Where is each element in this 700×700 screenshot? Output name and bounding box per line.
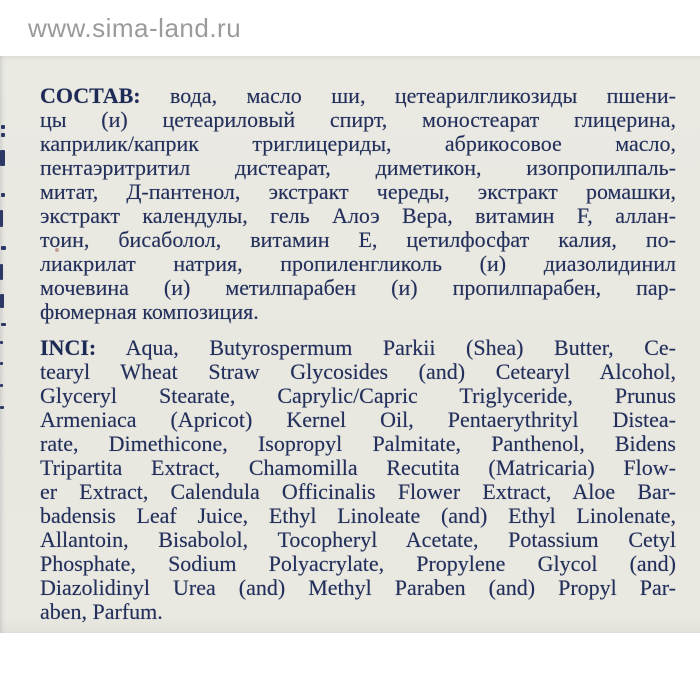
cut-off-print-fragment: [1, 125, 5, 129]
ingredients-line: [40, 84, 676, 108]
inci-heading: INCI:: [40, 335, 97, 360]
ingredients-label-photo: [0, 56, 700, 633]
sostav-heading: СОСТАВ:: [40, 83, 141, 108]
ingredients-line: tearyl Wheat Straw Glycosides (and) Cetearyl Alcohol,: [40, 359, 676, 384]
ingredients-line: митат, Д-пантенол, экстракт череды, экстракт ромашки,: [40, 179, 676, 204]
ingredients-line: пентаэритритил дистеарат, диметикон, изопропилпаль-: [40, 155, 676, 180]
ingredients-line: Armeniaca (Apricot) Kernel Oil, Pentaerythrityl Distea-: [40, 407, 676, 432]
ingredients-line: badensis Leaf Juice, Ethyl Linoleate (and) Ethyl Linolenate,: [40, 503, 676, 528]
site-watermark: www.sima-land.ru: [28, 13, 242, 43]
cut-off-print-fragment: [0, 294, 4, 308]
ingredients-line: [40, 336, 676, 360]
ingredients-line-text: вода, масло ши, цетеарилгликозиды пшени-: [170, 83, 676, 108]
ingredients-line: Allantoin, Bisabolol, Tocopheryl Acetate, Potassium Cetyl: [40, 527, 676, 552]
ingredients-line: Phosphate, Sodium Polyacrylate, Propylene Glycol (and): [40, 551, 676, 576]
cut-off-print-fragment: [1, 323, 6, 326]
cut-off-print-fragment: [1, 246, 6, 250]
cut-off-print-fragment: [1, 193, 5, 197]
ingredients-line: Tripartita Extract, Chamomilla Recutita (Matricaria) Flow-: [40, 455, 676, 480]
ingredients-line: er Extract, Calendula Officinalis Flower Extract, Aloe Bar-: [40, 479, 676, 504]
cut-off-print-fragment: [0, 210, 3, 227]
cut-off-print-fragment: [0, 264, 3, 280]
ingredients-line: rate, Dimethicone, Isopropyl Palmitate, Panthenol, Bidens: [40, 431, 676, 456]
ingredients-line: Diazolidinyl Urea (and) Methyl Paraben (and) Propyl Par-: [40, 575, 676, 600]
inci-paragraph: [40, 336, 676, 624]
ingredients-line: цы (и) цетеариловый спирт, моностеарат глицерина,: [40, 107, 676, 132]
cut-off-print-fragment: [0, 362, 3, 365]
ingredients-line: каприлик/каприк триглицериды, абрикосовое масло,: [40, 131, 676, 156]
sostav-paragraph: [40, 84, 676, 324]
cut-off-print-fragment: [0, 150, 5, 166]
cut-off-print-fragment: [0, 384, 3, 387]
ingredients-line: aben, Parfum.: [40, 599, 163, 624]
ingredients-line: лиакрилат натрия, пропиленгликоль (и) диазолидинил: [40, 251, 676, 276]
ingredients-line: фюмерная композиция.: [40, 299, 259, 324]
ingredients-line: тоин, бисаболол, витамин Е, цетилфосфат калия, по-: [40, 227, 676, 252]
ingredients-text-column: [40, 84, 676, 624]
cut-off-print-fragment: [0, 341, 3, 344]
cut-off-print-fragment: [0, 406, 4, 409]
cut-off-print-fragment: [1, 133, 5, 137]
ingredients-line: мочевина (и) метилпарабен (и) пропилпарабен, пар-: [40, 275, 676, 300]
ingredients-line: Glyceryl Stearate, Caprylic/Capric Triglyceride, Prunus: [40, 383, 676, 408]
ingredients-line: экстракт календулы, гель Алоэ Вера, витамин F, аллан-: [40, 203, 676, 228]
ingredients-line-text: Aqua, Butyrospermum Parkii (Shea) Butter, Ce-: [125, 335, 676, 360]
